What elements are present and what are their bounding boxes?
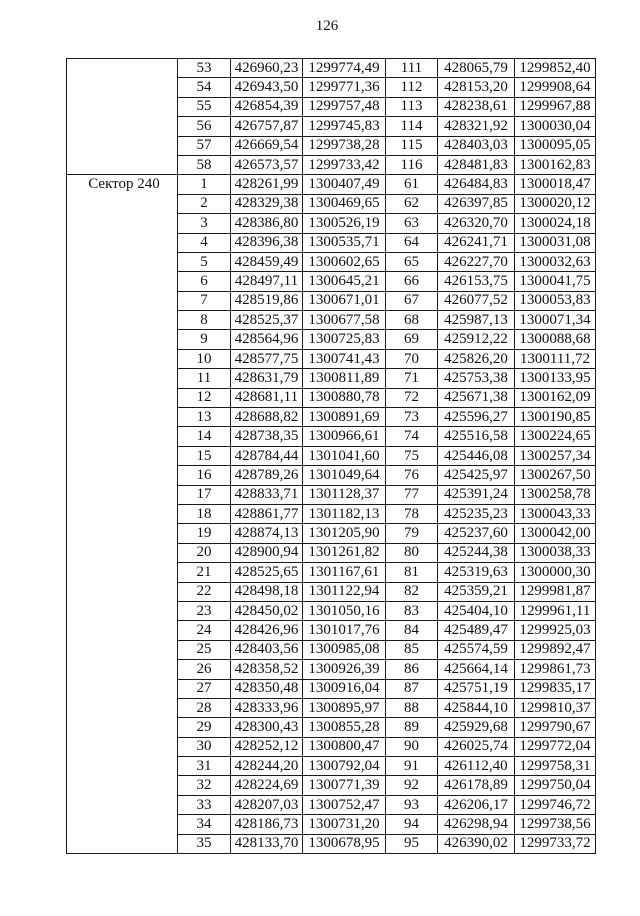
coordinate-x: 428564,96 — [231, 330, 303, 349]
coordinate-x: 426298,94 — [438, 815, 515, 834]
point-number: 89 — [386, 718, 438, 737]
point-number: 28 — [178, 698, 231, 717]
coordinate-y: 1300645,21 — [303, 272, 386, 291]
point-number: 11 — [178, 369, 231, 388]
coordinate-x: 428450,02 — [231, 601, 303, 620]
coordinate-y: 1300267,50 — [515, 466, 596, 485]
coordinate-y: 1301261,82 — [303, 543, 386, 562]
coordinate-y: 1299925,03 — [515, 621, 596, 640]
coordinate-x: 426854,39 — [231, 97, 303, 116]
point-number: 70 — [386, 349, 438, 368]
coordinate-y: 1300020,12 — [515, 194, 596, 213]
coordinate-y: 1300771,39 — [303, 776, 386, 795]
coordinate-y: 1299967,88 — [515, 97, 596, 116]
coordinate-y: 1299772,04 — [515, 737, 596, 756]
coordinate-x: 428481,83 — [438, 155, 515, 174]
sector-name: Сектор 240 — [67, 175, 178, 854]
point-number: 16 — [178, 466, 231, 485]
coordinate-y: 1300811,89 — [303, 369, 386, 388]
point-number: 91 — [386, 757, 438, 776]
point-number: 111 — [386, 59, 438, 78]
point-number: 18 — [178, 504, 231, 523]
coordinate-x: 428252,12 — [231, 737, 303, 756]
point-number: 12 — [178, 388, 231, 407]
coordinates-table-body — [67, 59, 596, 854]
coordinate-x: 428681,11 — [231, 388, 303, 407]
coordinate-y: 1300024,18 — [515, 214, 596, 233]
point-number: 85 — [386, 640, 438, 659]
point-number: 13 — [178, 408, 231, 427]
coordinate-y: 1300752,47 — [303, 795, 386, 814]
coordinate-y: 1299852,40 — [515, 59, 596, 78]
coordinate-x: 428577,75 — [231, 349, 303, 368]
point-number: 15 — [178, 446, 231, 465]
point-number: 86 — [386, 660, 438, 679]
coordinate-y: 1301205,90 — [303, 524, 386, 543]
coordinate-x: 425319,63 — [438, 563, 515, 582]
coordinate-y: 1301122,94 — [303, 582, 386, 601]
coordinate-x: 428426,96 — [231, 621, 303, 640]
coordinate-x: 426112,40 — [438, 757, 515, 776]
coordinate-x: 426178,89 — [438, 776, 515, 795]
coordinate-y: 1300043,33 — [515, 504, 596, 523]
point-number: 81 — [386, 563, 438, 582]
coordinate-x: 428065,79 — [438, 59, 515, 78]
coordinate-y: 1301041,60 — [303, 446, 386, 465]
coordinate-y: 1300671,01 — [303, 291, 386, 310]
point-number: 54 — [178, 78, 231, 97]
coordinate-x: 428300,43 — [231, 718, 303, 737]
coordinate-x: 428874,13 — [231, 524, 303, 543]
coordinate-y: 1300895,97 — [303, 698, 386, 717]
coordinate-y: 1299738,56 — [515, 815, 596, 834]
coordinate-x: 428238,61 — [438, 97, 515, 116]
coordinate-y: 1299861,73 — [515, 660, 596, 679]
coordinate-x: 428350,48 — [231, 679, 303, 698]
point-number: 3 — [178, 214, 231, 233]
coordinate-y: 1300792,04 — [303, 757, 386, 776]
point-number: 4 — [178, 233, 231, 252]
coordinate-y: 1300678,95 — [303, 834, 386, 853]
coordinate-x: 428261,99 — [231, 175, 303, 194]
point-number: 19 — [178, 524, 231, 543]
coordinate-y: 1300162,83 — [515, 155, 596, 174]
coordinate-y: 1300111,72 — [515, 349, 596, 368]
coordinate-x: 428186,73 — [231, 815, 303, 834]
coordinate-x: 426153,75 — [438, 272, 515, 291]
coordinate-y: 1300095,05 — [515, 136, 596, 155]
coordinate-x: 428497,11 — [231, 272, 303, 291]
coordinate-x: 425929,68 — [438, 718, 515, 737]
coordinate-x: 428498,18 — [231, 582, 303, 601]
coordinate-x: 425844,10 — [438, 698, 515, 717]
point-number: 64 — [386, 233, 438, 252]
point-number: 84 — [386, 621, 438, 640]
point-number: 22 — [178, 582, 231, 601]
coordinate-y: 1300985,08 — [303, 640, 386, 659]
coordinate-y: 1300926,39 — [303, 660, 386, 679]
point-number: 27 — [178, 679, 231, 698]
coordinate-y: 1300018,47 — [515, 175, 596, 194]
coordinate-y: 1300535,71 — [303, 233, 386, 252]
coordinate-y: 1299757,48 — [303, 97, 386, 116]
coordinate-y: 1300224,65 — [515, 427, 596, 446]
coordinate-x: 428386,80 — [231, 214, 303, 233]
coordinate-x: 426943,50 — [231, 78, 303, 97]
point-number: 67 — [386, 291, 438, 310]
coordinate-y: 1300469,65 — [303, 194, 386, 213]
point-number: 55 — [178, 97, 231, 116]
coordinate-x: 426573,57 — [231, 155, 303, 174]
coordinate-x: 425404,10 — [438, 601, 515, 620]
coordinate-x: 428329,38 — [231, 194, 303, 213]
point-number: 29 — [178, 718, 231, 737]
coordinate-y: 1300038,33 — [515, 543, 596, 562]
coordinate-y: 1300053,83 — [515, 291, 596, 310]
coordinate-x: 426390,02 — [438, 834, 515, 853]
coordinate-x: 428519,86 — [231, 291, 303, 310]
coordinate-y: 1301167,61 — [303, 563, 386, 582]
coordinate-y: 1299733,72 — [515, 834, 596, 853]
coordinate-y: 1301128,37 — [303, 485, 386, 504]
coordinate-x: 428738,35 — [231, 427, 303, 446]
coordinate-y: 1300741,43 — [303, 349, 386, 368]
coordinate-x: 425489,47 — [438, 621, 515, 640]
coordinate-y: 1299835,17 — [515, 679, 596, 698]
point-number: 62 — [386, 194, 438, 213]
coordinate-y: 1300031,08 — [515, 233, 596, 252]
coordinate-y: 1299771,36 — [303, 78, 386, 97]
point-number: 94 — [386, 815, 438, 834]
coordinate-x: 428789,26 — [231, 466, 303, 485]
coordinate-y: 1299908,64 — [515, 78, 596, 97]
coordinate-y: 1299746,72 — [515, 795, 596, 814]
coordinate-y: 1301182,13 — [303, 504, 386, 523]
coordinate-x: 425359,21 — [438, 582, 515, 601]
coordinate-y: 1301050,16 — [303, 601, 386, 620]
coordinate-x: 425753,38 — [438, 369, 515, 388]
point-number: 79 — [386, 524, 438, 543]
coordinate-x: 428784,44 — [231, 446, 303, 465]
point-number: 69 — [386, 330, 438, 349]
point-number: 14 — [178, 427, 231, 446]
coordinate-y: 1300258,78 — [515, 485, 596, 504]
coordinate-x: 425425,97 — [438, 466, 515, 485]
coordinate-x: 425244,38 — [438, 543, 515, 562]
point-number: 71 — [386, 369, 438, 388]
coordinate-x: 428688,82 — [231, 408, 303, 427]
coordinate-y: 1299810,37 — [515, 698, 596, 717]
coordinate-x: 425751,19 — [438, 679, 515, 698]
coordinate-x: 425664,14 — [438, 660, 515, 679]
coordinate-x: 425912,22 — [438, 330, 515, 349]
point-number: 7 — [178, 291, 231, 310]
coordinate-y: 1299892,47 — [515, 640, 596, 659]
point-number: 78 — [386, 504, 438, 523]
coordinate-x: 426484,83 — [438, 175, 515, 194]
page-number: 126 — [315, 18, 339, 34]
coordinate-x: 425391,24 — [438, 485, 515, 504]
point-number: 72 — [386, 388, 438, 407]
point-number: 30 — [178, 737, 231, 756]
point-number: 5 — [178, 252, 231, 271]
coordinate-y: 1300677,58 — [303, 311, 386, 330]
coordinate-x: 428321,92 — [438, 117, 515, 136]
point-number: 35 — [178, 834, 231, 853]
coordinate-y: 1300133,95 — [515, 369, 596, 388]
coordinate-y: 1301017,76 — [303, 621, 386, 640]
coordinate-x: 425574,59 — [438, 640, 515, 659]
point-number: 116 — [386, 155, 438, 174]
coordinate-y: 1300000,30 — [515, 563, 596, 582]
coordinate-y: 1299750,04 — [515, 776, 596, 795]
point-number: 113 — [386, 97, 438, 116]
coordinate-x: 428244,20 — [231, 757, 303, 776]
coordinate-y: 1299774,49 — [303, 59, 386, 78]
point-number: 58 — [178, 155, 231, 174]
coordinate-x: 426960,23 — [231, 59, 303, 78]
point-number: 53 — [178, 59, 231, 78]
point-number: 92 — [386, 776, 438, 795]
point-number: 76 — [386, 466, 438, 485]
coordinate-y: 1300725,83 — [303, 330, 386, 349]
coordinate-y: 1300602,65 — [303, 252, 386, 271]
coordinate-x: 426669,54 — [231, 136, 303, 155]
point-number: 83 — [386, 601, 438, 620]
coordinate-x: 426227,70 — [438, 252, 515, 271]
coordinate-x: 428224,69 — [231, 776, 303, 795]
coordinate-y: 1300032,63 — [515, 252, 596, 271]
coordinate-y: 1300190,85 — [515, 408, 596, 427]
point-number: 95 — [386, 834, 438, 853]
sector-name — [67, 59, 178, 175]
coordinate-x: 426397,85 — [438, 194, 515, 213]
point-number: 82 — [386, 582, 438, 601]
point-number: 56 — [178, 117, 231, 136]
coordinate-x: 428358,52 — [231, 660, 303, 679]
coordinate-y: 1300855,28 — [303, 718, 386, 737]
coordinate-y: 1300916,04 — [303, 679, 386, 698]
coordinate-x: 428631,79 — [231, 369, 303, 388]
coordinate-y: 1300891,69 — [303, 408, 386, 427]
coordinate-y: 1300407,49 — [303, 175, 386, 194]
coordinate-y: 1301049,64 — [303, 466, 386, 485]
point-number: 63 — [386, 214, 438, 233]
table-row — [67, 175, 596, 194]
point-number: 77 — [386, 485, 438, 504]
coordinate-x: 425596,27 — [438, 408, 515, 427]
point-number: 112 — [386, 78, 438, 97]
coordinate-x: 425826,20 — [438, 349, 515, 368]
point-number: 25 — [178, 640, 231, 659]
coordinate-x: 428900,94 — [231, 543, 303, 562]
point-number: 26 — [178, 660, 231, 679]
coordinate-x: 428207,03 — [231, 795, 303, 814]
coordinate-y: 1299961,11 — [515, 601, 596, 620]
coordinate-x: 425235,23 — [438, 504, 515, 523]
point-number: 10 — [178, 349, 231, 368]
point-number: 68 — [386, 311, 438, 330]
coordinate-y: 1300030,04 — [515, 117, 596, 136]
coordinate-x: 428459,49 — [231, 252, 303, 271]
coordinate-x: 428333,96 — [231, 698, 303, 717]
coordinate-y: 1300042,00 — [515, 524, 596, 543]
coordinate-x: 428403,56 — [231, 640, 303, 659]
point-number: 8 — [178, 311, 231, 330]
point-number: 73 — [386, 408, 438, 427]
table-row — [67, 59, 596, 78]
point-number: 74 — [386, 427, 438, 446]
point-number: 115 — [386, 136, 438, 155]
point-number: 66 — [386, 272, 438, 291]
coordinate-x: 425987,13 — [438, 311, 515, 330]
coordinate-x: 426206,17 — [438, 795, 515, 814]
coordinate-y: 1300071,34 — [515, 311, 596, 330]
coordinate-y: 1300257,34 — [515, 446, 596, 465]
coordinate-x: 428525,65 — [231, 563, 303, 582]
point-number: 32 — [178, 776, 231, 795]
coordinate-x: 425446,08 — [438, 446, 515, 465]
coordinate-y: 1300526,19 — [303, 214, 386, 233]
coordinate-x: 428833,71 — [231, 485, 303, 504]
point-number: 61 — [386, 175, 438, 194]
point-number: 9 — [178, 330, 231, 349]
point-number: 21 — [178, 563, 231, 582]
coordinate-y: 1299758,31 — [515, 757, 596, 776]
point-number: 17 — [178, 485, 231, 504]
coordinates-table — [66, 58, 596, 854]
coordinate-x: 426320,70 — [438, 214, 515, 233]
point-number: 2 — [178, 194, 231, 213]
coordinate-y: 1300162,09 — [515, 388, 596, 407]
point-number: 75 — [386, 446, 438, 465]
point-number: 88 — [386, 698, 438, 717]
coordinate-y: 1299790,67 — [515, 718, 596, 737]
point-number: 93 — [386, 795, 438, 814]
coordinate-y: 1300088,68 — [515, 330, 596, 349]
point-number: 20 — [178, 543, 231, 562]
point-number: 80 — [386, 543, 438, 562]
point-number: 57 — [178, 136, 231, 155]
point-number: 1 — [178, 175, 231, 194]
coordinate-x: 428153,20 — [438, 78, 515, 97]
coordinate-y: 1299733,42 — [303, 155, 386, 174]
coordinate-y: 1299745,83 — [303, 117, 386, 136]
coordinate-y: 1300731,20 — [303, 815, 386, 834]
coordinate-x: 426241,71 — [438, 233, 515, 252]
point-number: 33 — [178, 795, 231, 814]
coordinate-x: 428403,03 — [438, 136, 515, 155]
point-number: 114 — [386, 117, 438, 136]
coordinate-x: 428861,77 — [231, 504, 303, 523]
coordinate-x: 428525,37 — [231, 311, 303, 330]
point-number: 87 — [386, 679, 438, 698]
coordinate-x: 428133,70 — [231, 834, 303, 853]
point-number: 24 — [178, 621, 231, 640]
coordinate-y: 1300966,61 — [303, 427, 386, 446]
point-number: 23 — [178, 601, 231, 620]
coordinate-x: 426025,74 — [438, 737, 515, 756]
coordinate-x: 428396,38 — [231, 233, 303, 252]
coordinate-y: 1299981,87 — [515, 582, 596, 601]
point-number: 34 — [178, 815, 231, 834]
coordinate-y: 1300041,75 — [515, 272, 596, 291]
coordinate-y: 1299738,28 — [303, 136, 386, 155]
coordinate-x: 425237,60 — [438, 524, 515, 543]
coordinate-x: 426757,87 — [231, 117, 303, 136]
coordinate-x: 426077,52 — [438, 291, 515, 310]
coordinate-y: 1300800,47 — [303, 737, 386, 756]
coordinate-x: 425671,38 — [438, 388, 515, 407]
point-number: 65 — [386, 252, 438, 271]
point-number: 31 — [178, 757, 231, 776]
coordinate-x: 425516,58 — [438, 427, 515, 446]
point-number: 6 — [178, 272, 231, 291]
point-number: 90 — [386, 737, 438, 756]
coordinate-y: 1300880,78 — [303, 388, 386, 407]
